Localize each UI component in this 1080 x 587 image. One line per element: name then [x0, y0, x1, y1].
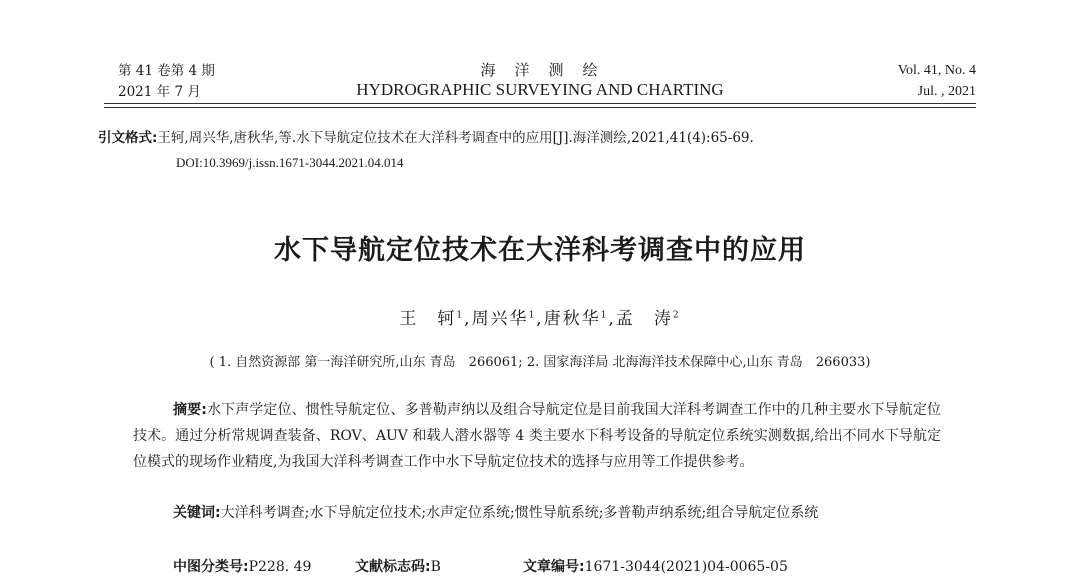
author-separator: , — [608, 309, 616, 329]
volume-issue-en: Vol. 41, No. 4 — [897, 63, 976, 78]
author-name: 王 轲 — [399, 309, 457, 329]
article-number — [523, 556, 788, 576]
header-rule-bottom — [104, 107, 976, 108]
author-affiliation-mark: 1 — [456, 310, 465, 321]
document-code-label: 文献标志码: — [355, 559, 431, 575]
author-name: 唐秋华 — [543, 309, 601, 329]
article-number-label: 文章编号: — [523, 559, 585, 575]
author-separator: , — [464, 309, 472, 329]
abstract — [133, 397, 941, 475]
header-rule-top — [104, 103, 976, 104]
document-code-value: B — [430, 559, 441, 575]
author-list — [0, 304, 1080, 329]
citation-text: 王轲,周兴华,唐秋华,等.水下导航定位技术在大洋科考调查中的应用[J].海洋测绘,2021,41(4):65-69. — [157, 130, 754, 146]
doi: DOI:10.3969/j.issn.1671-3044.2021.04.014 — [176, 155, 404, 170]
keywords-label: 关键词: — [173, 505, 221, 521]
clc-number — [173, 556, 311, 576]
keywords-text: 大洋科考调查;水下导航定位技术;水声定位系统;惯性导航系统;多普勒声纳系统;组合导航定位系统 — [220, 505, 819, 521]
article-title: 水下导航定位技术在大洋科考调查中的应用 — [274, 235, 806, 266]
author-affiliation-mark: 1 — [528, 310, 537, 321]
author-name: 孟 涛 — [615, 309, 673, 329]
citation — [98, 126, 754, 146]
author-name: 周兴华 — [471, 309, 529, 329]
journal-title-en: HYDROGRAPHIC SURVEYING AND CHARTING — [356, 80, 724, 99]
date-cn: 2021 年 7 月 — [118, 84, 201, 100]
document-code — [355, 556, 441, 576]
abstract-text: 水下声学定位、惯性导航定位、多普勒声纳以及组合导航定位是目前我国大洋科考调查工作中的几种主要水下导航定位技术。通过分析常规调查装备、ROV、AUV 和载人潜水器等 4 类主要水下科考设备的导航定位系统实测数据,给出不同水下导航定位模式的现场作业精度,为我国大洋科考调查工作中水下导航定位技术的选择与应用等工作提供参考。 — [133, 402, 941, 470]
date-en: Jul. , 2021 — [917, 84, 976, 99]
abstract-label: 摘要: — [173, 402, 207, 418]
keywords — [133, 500, 941, 526]
author-affiliation-mark: 2 — [672, 310, 681, 321]
affiliations: ( 1. 自然资源部 第一海洋研究所,山东 青岛 266061; 2. 国家海洋局 北海海洋技术保障中心,山东 青岛 266033) — [209, 355, 871, 370]
clc-label: 中图分类号: — [173, 559, 249, 575]
clc-value: P228. 49 — [248, 559, 312, 575]
journal-title-cn: 海 洋 测 绘 — [480, 61, 600, 79]
author-affiliation-mark: 1 — [600, 310, 609, 321]
citation-label: 引文格式: — [98, 130, 158, 146]
volume-issue-cn: 第 41 卷第 4 期 — [118, 63, 215, 79]
article-number-value: 1671-3044(2021)04-0065-05 — [584, 559, 788, 575]
author-separator: , — [536, 309, 544, 329]
